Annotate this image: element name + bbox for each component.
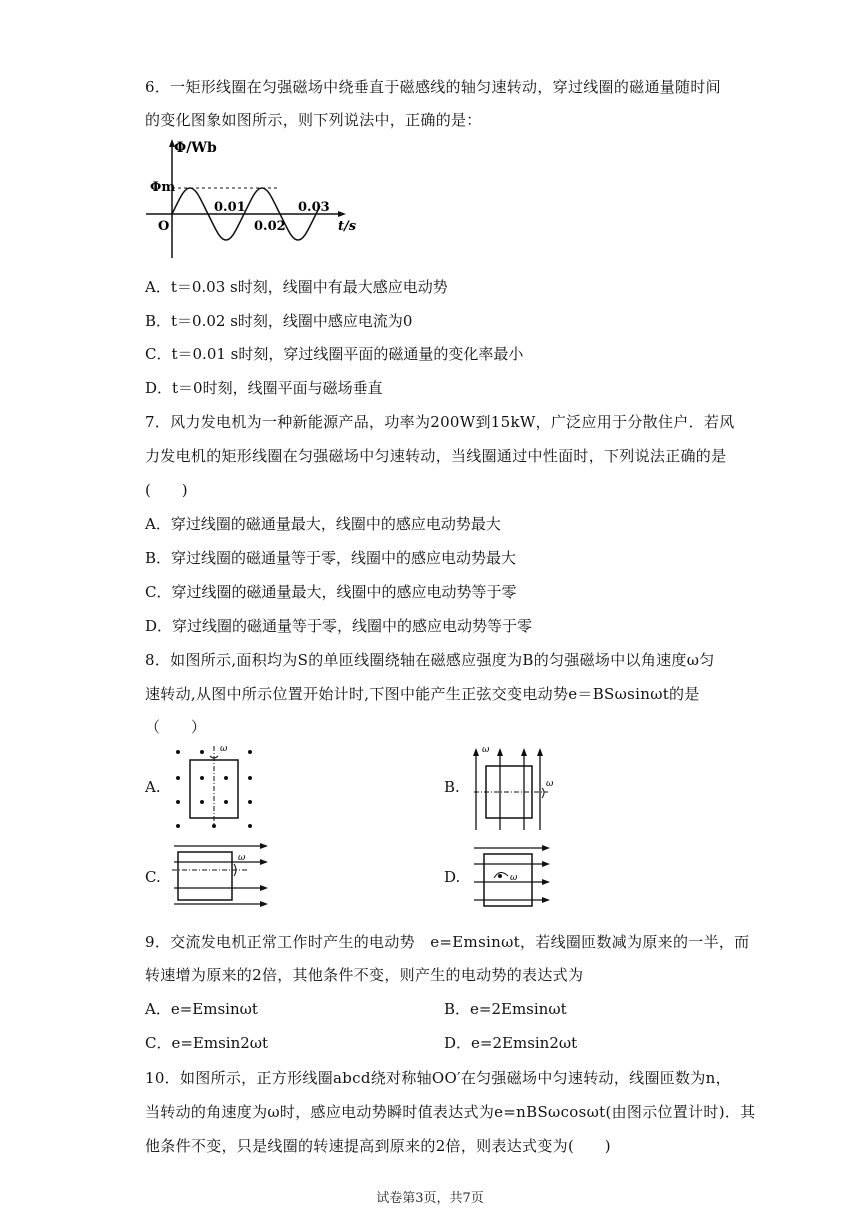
omega-label: ω <box>238 853 246 863</box>
q10-stem-line2: 当转动的角速度为ω时，感应电动势瞬时值表达式为e=nBSωcosωt(由图示位置计时)．其 <box>145 1103 756 1121</box>
x-axis-arrow <box>338 211 346 217</box>
q6-stem-line2: 的变化图象如图所示，则下列说法中，正确的是： <box>145 111 482 129</box>
omega-label-top: ω <box>482 745 490 755</box>
q8-label-c[interactable]: C. <box>145 868 161 886</box>
q7-stem-line3: ( ) <box>145 481 188 499</box>
q8-stem-line1: 8．如图所示,面积均为S的单匝线圈绕轴在磁感应强度为B的匀强磁场中以角速度ω匀 <box>145 651 715 669</box>
q9-option-d[interactable]: D．e=2Emsin2ωt <box>444 1034 578 1052</box>
q6-option-a[interactable]: A．t＝0.03 s时刻，线圈中有最大感应电动势 <box>145 278 448 296</box>
graph-tick-0.01: 0.01 <box>214 200 246 215</box>
q7-option-c[interactable]: C．穿过线圈的磁通量最大，线圈中的感应电动势等于零 <box>145 583 517 601</box>
q8-diagram-c <box>170 840 280 910</box>
omega-label: ω <box>220 744 228 754</box>
graph-tick-0.03: 0.03 <box>298 200 330 215</box>
graph-tick-0.02: 0.02 <box>254 219 286 234</box>
graph-xlabel: t/s <box>338 219 357 234</box>
omega-label: ω <box>510 873 518 883</box>
q9-option-a[interactable]: A．e=Emsinωt <box>145 1000 258 1018</box>
graph-phi-max-label: Φm <box>150 180 176 195</box>
q8-diagram-d <box>470 840 560 910</box>
q8-diagram-a <box>170 742 260 832</box>
omega-label: ω <box>546 779 554 789</box>
q6-option-b[interactable]: B．t＝0.02 s时刻，线圈中感应电流为0 <box>145 312 413 330</box>
q7-option-d[interactable]: D．穿过线圈的磁通量等于零，线圈中的感应电动势等于零 <box>145 617 533 635</box>
q6-stem-line1: 6．一矩形线圈在匀强磁场中绕垂直于磁感线的轴匀速转动，穿过线圈的磁通量随时间 <box>145 78 721 96</box>
q8-stem-line3: （ ） <box>145 718 207 736</box>
q9-option-c[interactable]: C．e=Emsin2ωt <box>145 1034 269 1052</box>
graph-ylabel: Φ/Wb <box>174 140 217 156</box>
q9-option-b[interactable]: B．e=2Emsinωt <box>444 1000 567 1018</box>
q7-stem-line1: 7．风力发电机为一种新能源产品，功率为200W到15kW，广泛应用于分散住户．若风 <box>145 413 735 431</box>
field-lines <box>174 846 262 904</box>
q6-option-d[interactable]: D．t＝0时刻，线圈平面与磁场垂直 <box>145 379 383 397</box>
q7-stem-line2: 力发电机的矩形线圈在匀强磁场中匀速转动，当线圈通过中性面时，下列说法正确的是 <box>145 447 727 465</box>
q8-diagram-b <box>470 742 560 832</box>
q10-stem-line1: 10．如图所示，正方形线圈abcd绕对称轴OO′在匀强磁场中匀速转动，线圈匝数为n， <box>145 1069 731 1087</box>
q9-stem-line1: 9．交流发电机正常工作时产生的电动势 e=Emsinωt，若线圈匝数减为原来的一半，而 <box>145 933 750 951</box>
page-footer: 试卷第3页，共7页 <box>376 1191 484 1206</box>
q6-option-c[interactable]: C．t＝0.01 s时刻，穿过线圈平面的磁通量的变化率最小 <box>145 345 524 363</box>
q8-stem-line2: 速转动,从图中所示位置开始计时,下图中能产生正弦交变电动势e＝BSωsinωt的是 <box>145 685 700 703</box>
coil <box>178 852 232 900</box>
q7-option-a[interactable]: A．穿过线圈的磁通量最大，线圈中的感应电动势最大 <box>145 515 501 533</box>
q8-label-a[interactable]: A. <box>145 778 161 796</box>
q8-label-b[interactable]: B. <box>444 778 460 796</box>
q8-label-d[interactable]: D. <box>444 868 461 886</box>
q9-stem-line2: 转速增为原来的2倍，其他条件不变，则产生的电动势的表达式为 <box>145 966 584 984</box>
axis-dot <box>498 874 502 878</box>
coil <box>484 854 532 906</box>
q10-stem-line3: 他条件不变，只是线圈的转速提高到原来的2倍，则表达式变为( ) <box>145 1137 611 1155</box>
q7-option-b[interactable]: B．穿过线圈的磁通量等于零，线圈中的感应电动势最大 <box>145 549 517 567</box>
rotation-arrow <box>542 788 544 798</box>
graph-origin-label: O <box>158 219 170 234</box>
q6-flux-graph <box>140 138 360 263</box>
